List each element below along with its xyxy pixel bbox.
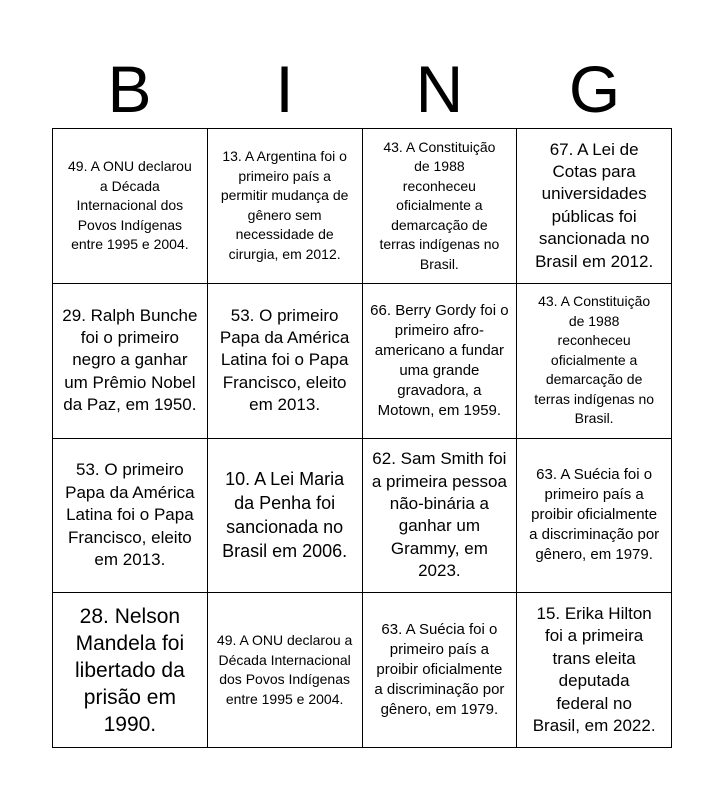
bingo-cell-text: 53. O primeiro Papa da América Latina foi o Papa Francisco, eleito em 2013. xyxy=(65,460,195,569)
bingo-cell-text: 43. A Constituição de 1988 reconheceu oficialmente a demarcação de terras indígenas no Brasil. xyxy=(534,293,655,427)
header-letter-g: G xyxy=(568,52,621,126)
bingo-cell-text: 49. A ONU declarou a Década Internacional dos Povos Indígenas entre 1995 e 2004. xyxy=(68,158,192,253)
header-letter-n: N xyxy=(415,52,464,126)
bingo-cell-r3c2[interactable] xyxy=(208,439,363,594)
bingo-cell-r2c3[interactable] xyxy=(363,284,518,439)
bingo-cell-r1c3[interactable] xyxy=(363,129,518,284)
bingo-cell-text: 67. A Lei de Cotas para universidades públicas foi sancionada no Brasil em 2012. xyxy=(535,139,654,271)
bingo-cell-r1c1[interactable] xyxy=(53,129,208,284)
bingo-card-grid xyxy=(52,128,672,748)
bingo-cell-r3c4[interactable] xyxy=(517,439,672,594)
bingo-cell-r3c1[interactable] xyxy=(53,439,208,594)
header-letter-b: B xyxy=(107,52,152,126)
bingo-cell-text: 29. Ralph Bunche foi o primeiro negro a ganhar um Prêmio Nobel da Paz, em 1950. xyxy=(62,305,198,415)
bingo-cell-text: 62. Sam Smith foi a primeira pessoa não-binária a ganhar um Grammy, em 2023. xyxy=(371,449,507,581)
bingo-cell-r2c2[interactable] xyxy=(208,284,363,439)
bingo-cell-r4c1[interactable] xyxy=(53,593,208,748)
bingo-cell-text: 63. A Suécia foi o primeiro país a proibir oficialmente a discriminação por gênero, em 1979. xyxy=(529,466,660,564)
bingo-cell-text: 49. A ONU declarou a Década Internacional dos Povos Indígenas entre 1995 e 2004. xyxy=(216,632,353,707)
bingo-cell-text: 43. A Constituição de 1988 reconheceu oficialmente a demarcação de terras indígenas no Brasil. xyxy=(379,138,500,272)
bingo-cell-r4c3[interactable] xyxy=(363,593,518,748)
bingo-cell-r1c4[interactable] xyxy=(517,129,672,284)
header-letter-i: I xyxy=(275,52,294,126)
bingo-cell-text: 53. O primeiro Papa da América Latina foi o Papa Francisco, eleito em 2013. xyxy=(219,305,350,415)
bingo-cell-text: 13. A Argentina foi o primeiro país a permitir mudança de gênero sem necessidade de cirurgia, em 2012. xyxy=(220,148,349,262)
bingo-cell-text: 15. Erika Hilton foi a primeira trans eleita deputada federal no Brasil, em 2022. xyxy=(532,603,656,735)
bingo-cell-text: 28. Nelson Mandela foi libertado da prisão em 1990. xyxy=(75,604,185,736)
bingo-cell-r4c4[interactable] xyxy=(517,593,672,748)
bingo-cell-r3c3[interactable] xyxy=(363,439,518,594)
bingo-cell-text: 63. A Suécia foi o primeiro país a proibir oficialmente a discriminação por gênero, em 1979. xyxy=(374,621,505,719)
bingo-cell-r1c2[interactable] xyxy=(208,129,363,284)
bingo-header xyxy=(52,50,672,128)
bingo-cell-r2c1[interactable] xyxy=(53,284,208,439)
bingo-cell-text: 10. A Lei Maria da Penha foi sancionada no Brasil em 2006. xyxy=(222,469,348,562)
bingo-cell-text: 66. Berry Gordy foi o primeiro afro-americano a fundar uma grande gravadora, a Motown, em 1959. xyxy=(370,301,509,419)
bingo-cell-r2c4[interactable] xyxy=(517,284,672,439)
bingo-cell-r4c2[interactable] xyxy=(208,593,363,748)
